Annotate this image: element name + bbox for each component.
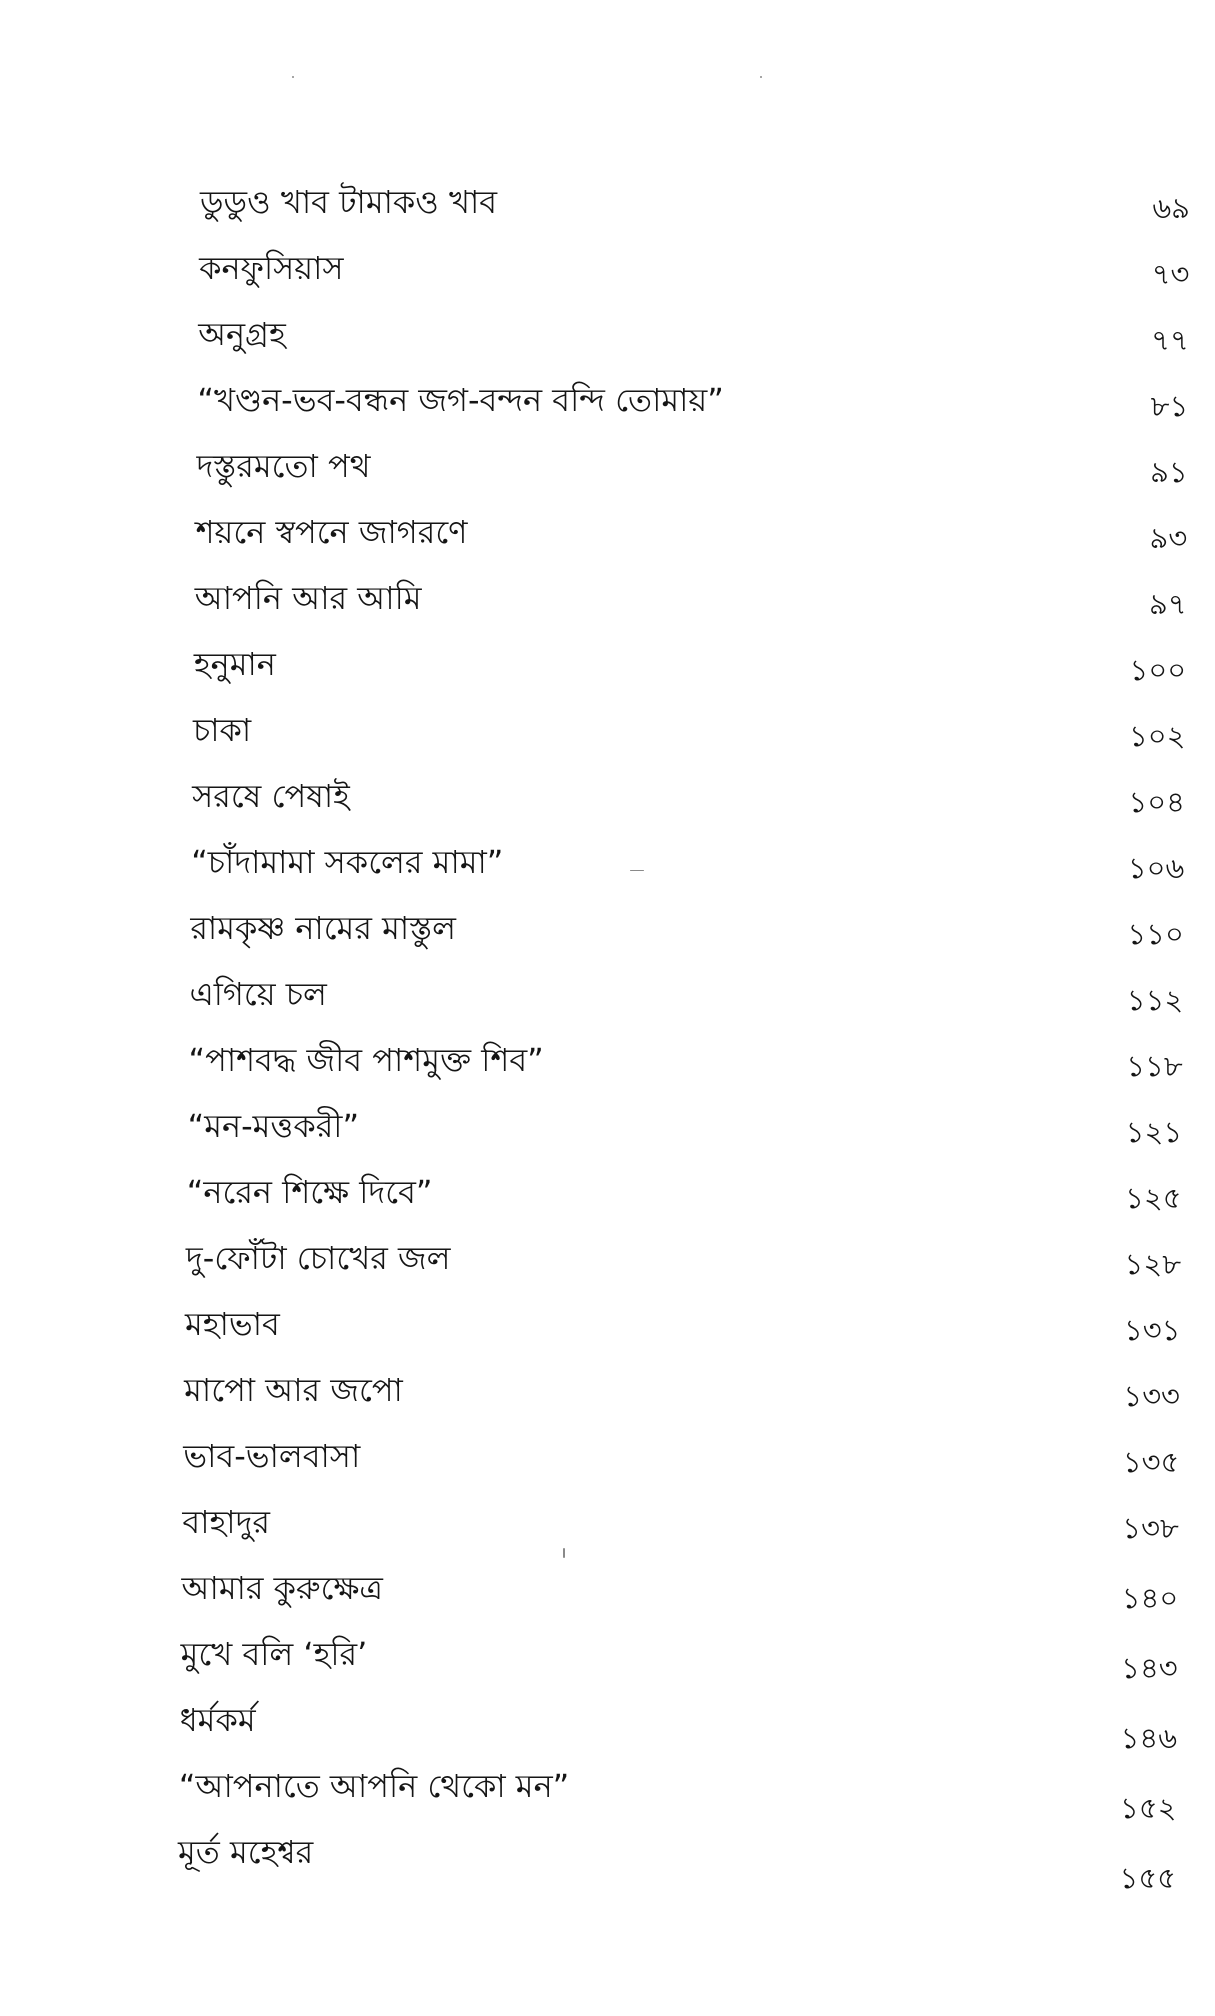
toc-entry-page: ১৪৩ xyxy=(1121,1651,1178,1685)
toc-entry-page: ১২১ xyxy=(1125,1115,1183,1149)
toc-entry-page: ১৩১ xyxy=(1123,1313,1181,1347)
toc-entry-page: ১১২ xyxy=(1126,983,1184,1017)
toc-entry-page: ৯৩ xyxy=(1149,521,1188,555)
toc-entry-title: “পাশবদ্ধ জীব পাশমুক্ত শিব” xyxy=(188,1041,544,1079)
toc-entry-title: শয়নে স্বপনে জাগরণে xyxy=(195,513,468,551)
toc-entry xyxy=(198,302,1189,362)
toc-entry xyxy=(182,1556,1179,1616)
toc-entry-title: আপনি আর আমি xyxy=(194,579,422,617)
toc-entry xyxy=(185,1292,1180,1352)
toc-entry-page: ১১৮ xyxy=(1126,1049,1183,1083)
toc-entry-title: চাকা xyxy=(192,711,252,749)
toc-entry-page: ১৫৫ xyxy=(1119,1861,1176,1895)
scan-speck xyxy=(563,1548,565,1558)
toc-entry-page: ১০৪ xyxy=(1128,785,1185,819)
toc-entry xyxy=(195,566,1187,626)
toc-entry-page: ৯৭ xyxy=(1148,587,1187,621)
toc-entry xyxy=(180,1622,1178,1685)
toc-entry xyxy=(184,1358,1180,1418)
toc-entry-page: ১০৬ xyxy=(1127,851,1185,885)
toc-entry xyxy=(200,170,1190,230)
toc-entry-title: আমার কুরুক্ষেত্র xyxy=(181,1569,383,1607)
toc-entry xyxy=(192,764,1185,824)
toc-entry-page: ৭৩ xyxy=(1151,257,1190,291)
toc-entry xyxy=(196,434,1187,494)
toc-entry-page: ১৫২ xyxy=(1120,1791,1177,1825)
toc-entry-page: ৯১ xyxy=(1150,455,1188,489)
toc-entry-title: “নরেন শিক্ষে দিবে” xyxy=(186,1173,433,1211)
toc-entry-title: ডুডুও খাব টামাকও খাব xyxy=(200,183,498,221)
toc-entry xyxy=(183,1424,1179,1484)
toc-entry-page: ১৩৫ xyxy=(1122,1445,1180,1479)
toc-entry-title: সরষে পেষাই xyxy=(192,777,350,815)
toc-entry xyxy=(194,632,1186,692)
toc-entry-title: রামকৃষ্ণ নামের মাস্তুল xyxy=(190,909,457,947)
toc-entry-title: ভাব-ভালবাসা xyxy=(183,1437,361,1475)
toc-entry-title: মাপো আর জপো xyxy=(184,1371,403,1409)
toc-entry-title: “খণ্ডন-ভব-বন্ধন জগ-বন্দন বন্দি তোমায়” xyxy=(197,381,724,419)
toc-entry-title: দস্তুরমতো পথ xyxy=(196,447,371,485)
toc-entry xyxy=(190,896,1184,956)
toc-entry-page: ১২৮ xyxy=(1124,1247,1182,1281)
toc-entry-title: দু-ফোঁটা চোখের জল xyxy=(185,1239,451,1277)
toc-entry-title: “চাঁদামামা সকলের মামা” xyxy=(191,843,504,881)
scan-speck xyxy=(760,76,762,78)
toc-entry-page: ১৩৮ xyxy=(1122,1511,1179,1545)
toc-entry xyxy=(189,1028,1183,1088)
toc-entry xyxy=(182,1490,1178,1550)
toc-entry-page: ১০২ xyxy=(1128,719,1186,753)
toc-entry-page: ৬৯ xyxy=(1152,191,1190,225)
toc-entry-title: হনুমান xyxy=(193,645,276,683)
toc-entry-page: ১২৫ xyxy=(1125,1181,1182,1215)
toc-entry xyxy=(197,368,1188,428)
toc-entry-title: কনফুসিয়াস xyxy=(199,249,344,287)
toc-entry-page: ১৪০ xyxy=(1121,1581,1179,1615)
toc-entry xyxy=(178,1754,1177,1825)
toc-entry-title: ধর্মকর্ম xyxy=(179,1701,256,1739)
toc-entry-page: ১৪৬ xyxy=(1120,1721,1178,1755)
toc-entry-title: বাহাদুর xyxy=(182,1503,270,1541)
toc-entry-title: মূর্ত মহেশ্বর xyxy=(178,1833,314,1871)
toc-entry-title: মুখে বলি ‘হরি’ xyxy=(180,1635,368,1673)
toc-entry xyxy=(186,1226,1181,1286)
toc-entry xyxy=(199,236,1189,296)
toc-entry-title: অনুগ্রহ xyxy=(198,315,286,353)
toc-entry xyxy=(187,1160,1182,1220)
toc-entry xyxy=(191,830,1184,890)
scan-speck xyxy=(630,870,644,871)
toc-entry-page: ১০০ xyxy=(1129,653,1187,687)
toc-entry-page: ৮১ xyxy=(1150,389,1189,423)
toc-entry-title: এগিয়ে চল xyxy=(189,975,327,1013)
toc-entry xyxy=(196,500,1188,560)
toc-entry-title: “মন-মত্তকরী” xyxy=(187,1107,360,1145)
toc-entry-page: ১৩৩ xyxy=(1123,1379,1180,1413)
toc-entry xyxy=(178,1820,1176,1895)
toc-entry-page: ৭৭ xyxy=(1151,323,1189,357)
toc-entry-title: মহাভাব xyxy=(185,1305,280,1343)
toc-entry xyxy=(179,1688,1178,1755)
scan-speck xyxy=(292,76,294,78)
toc-entry-title: “আপনাতে আপনি থেকো মন” xyxy=(178,1767,570,1805)
toc-entry xyxy=(188,1094,1182,1154)
toc-entry xyxy=(193,698,1186,758)
toc-entry xyxy=(189,962,1183,1022)
toc-entry-page: ১১০ xyxy=(1127,917,1184,951)
